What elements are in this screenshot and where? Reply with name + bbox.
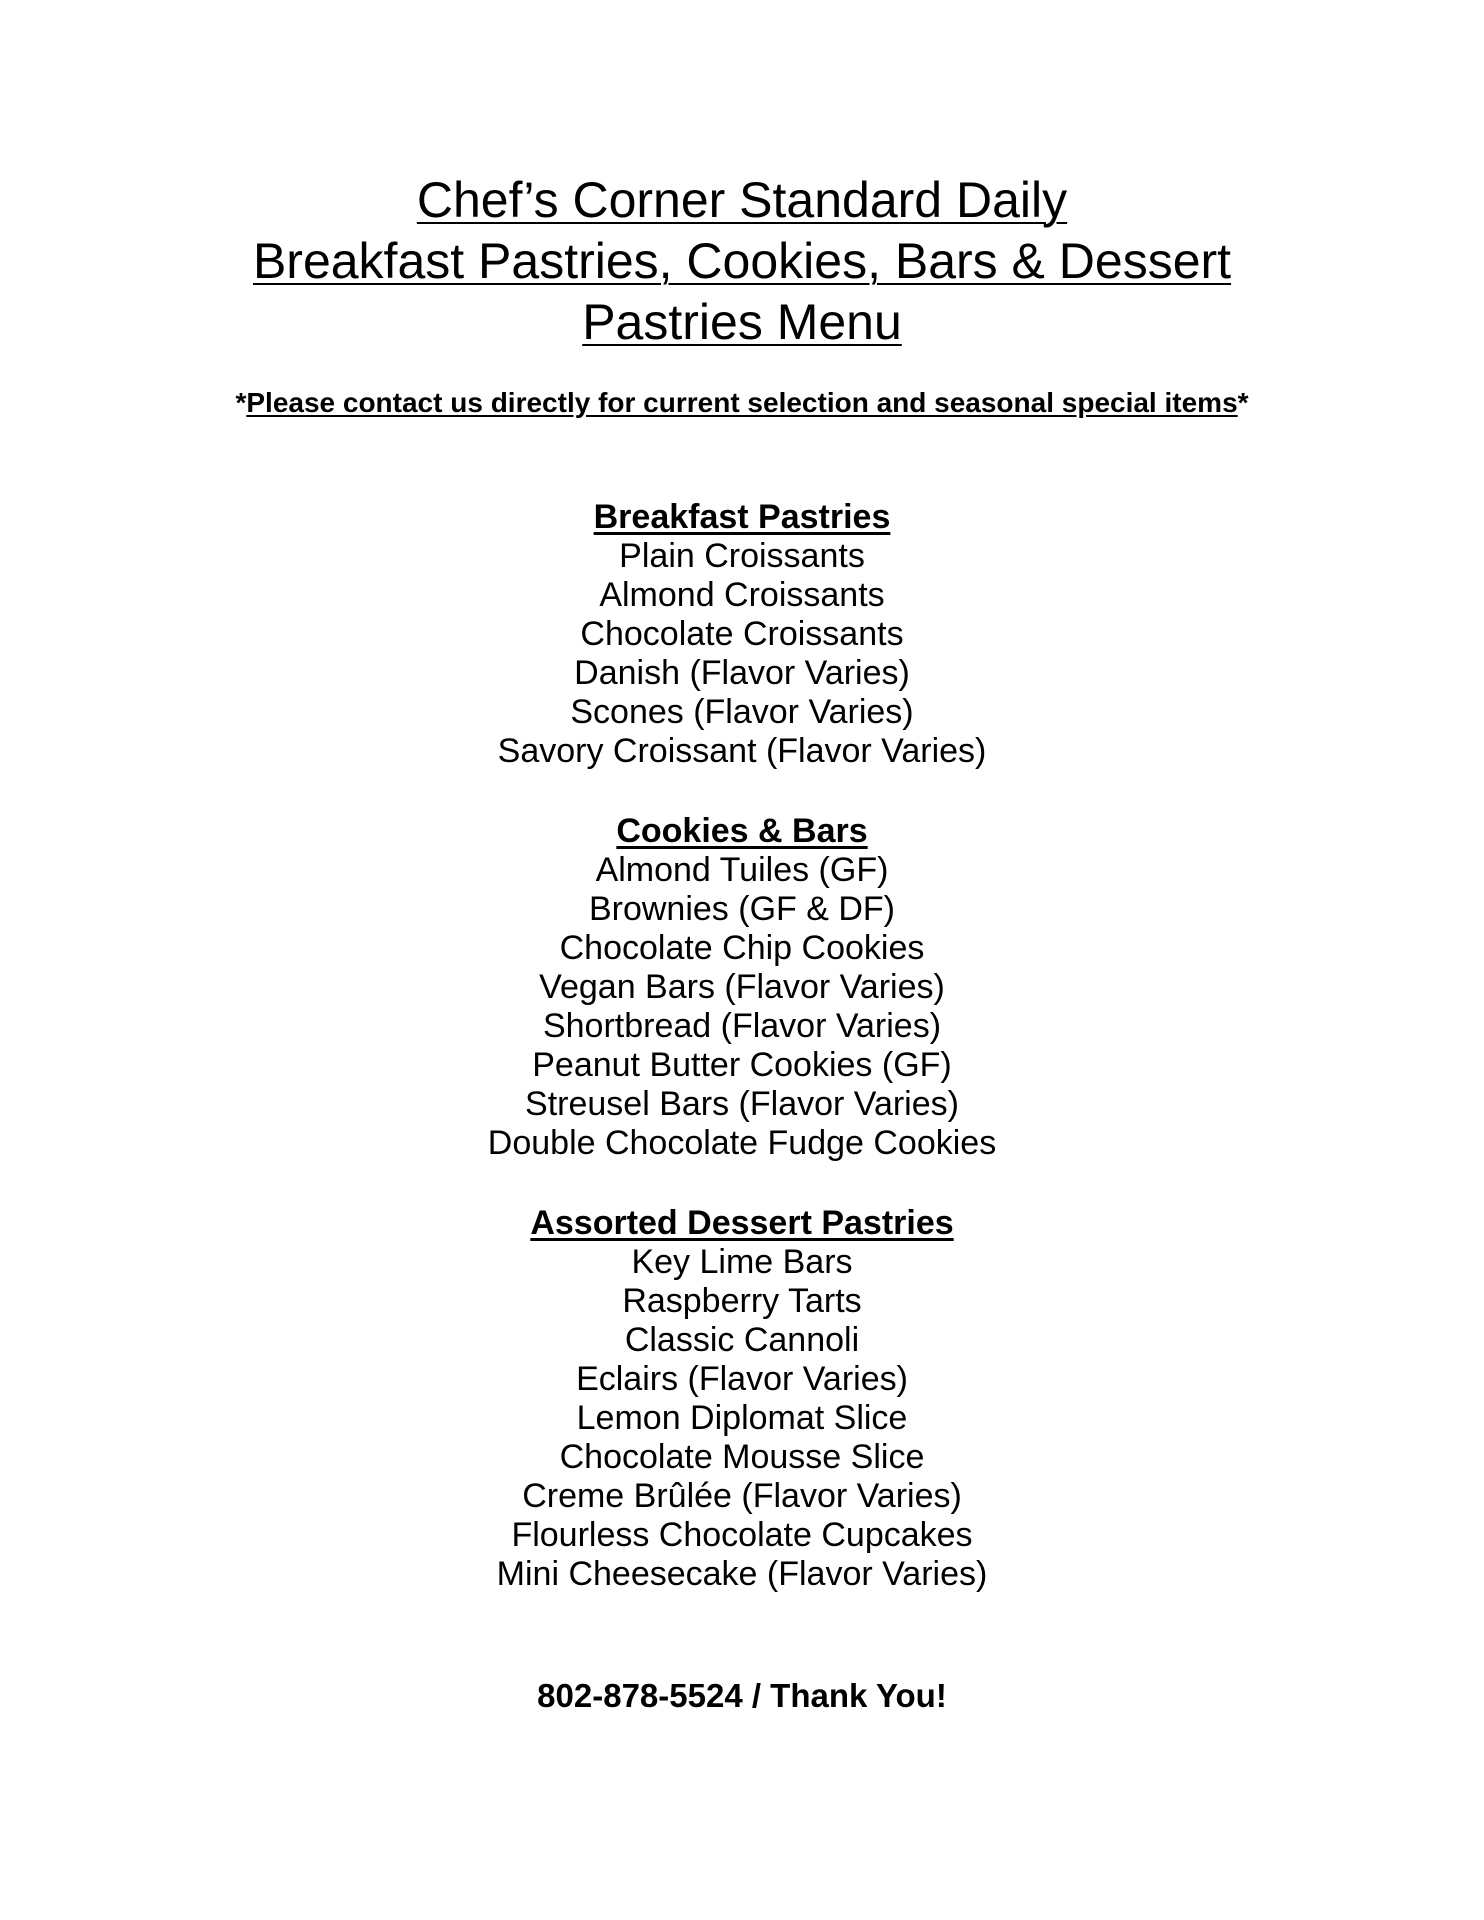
section-assorted-dessert-pastries (0, 1204, 1484, 1594)
menu-item: Shortbread (Flavor Varies) (542, 1007, 942, 1045)
menu-item: Chocolate Chip Cookies (559, 929, 925, 967)
menu-item: Scones (Flavor Varies) (570, 693, 914, 731)
menu-item: Peanut Butter Cookies (GF) (532, 1046, 952, 1084)
menu-item: Flourless Chocolate Cupcakes (511, 1516, 973, 1554)
menu-item: Raspberry Tarts (622, 1282, 862, 1320)
menu-item: Classic Cannoli (624, 1321, 860, 1359)
contact-notice (0, 386, 1484, 420)
notice-suffix: * (1237, 387, 1249, 418)
title-line (0, 231, 1484, 292)
menu-item: Streusel Bars (Flavor Varies) (525, 1085, 959, 1123)
menu-item: Chocolate Mousse Slice (559, 1438, 925, 1476)
section-heading: Breakfast Pastries (593, 498, 891, 536)
menu-item: Creme Brûlée (Flavor Varies) (522, 1477, 962, 1515)
title-line-1: Chef’s Corner Standard Daily (416, 172, 1068, 228)
notice-prefix: * (235, 387, 247, 418)
section-cookies-bars (0, 812, 1484, 1163)
footer-contact: 802-878-5524 / Thank You! (537, 1677, 947, 1714)
menu-item: Lemon Diplomat Slice (576, 1399, 908, 1437)
menu-item: Vegan Bars (Flavor Varies) (539, 968, 945, 1006)
menu-item: Mini Cheesecake (Flavor Varies) (496, 1555, 988, 1593)
title-line-2: Breakfast Pastries, Cookies, Bars & Dessert (252, 233, 1232, 289)
notice-text: Please contact us directly for current selection and seasonal special items (246, 387, 1238, 418)
menu-item: Eclairs (Flavor Varies) (576, 1360, 908, 1398)
menu-item: Almond Croissants (599, 576, 885, 614)
menu-item: Brownies (GF & DF) (588, 890, 896, 928)
menu-item: Chocolate Croissants (580, 615, 904, 653)
menu-item: Savory Croissant (Flavor Varies) (497, 732, 987, 770)
menu-item: Plain Croissants (619, 537, 865, 575)
section-heading: Assorted Dessert Pastries (530, 1204, 954, 1242)
title-line (0, 170, 1484, 231)
menu-item: Danish (Flavor Varies) (574, 654, 910, 692)
menu-item: Double Chocolate Fudge Cookies (487, 1124, 997, 1162)
menu-item: Key Lime Bars (631, 1243, 853, 1281)
section-breakfast-pastries (0, 498, 1484, 771)
section-heading: Cookies & Bars (616, 812, 868, 850)
title-line-3: Pastries Menu (582, 294, 902, 350)
menu-item: Almond Tuiles (GF) (595, 851, 889, 889)
title-line (0, 292, 1484, 353)
page-title (0, 170, 1484, 353)
